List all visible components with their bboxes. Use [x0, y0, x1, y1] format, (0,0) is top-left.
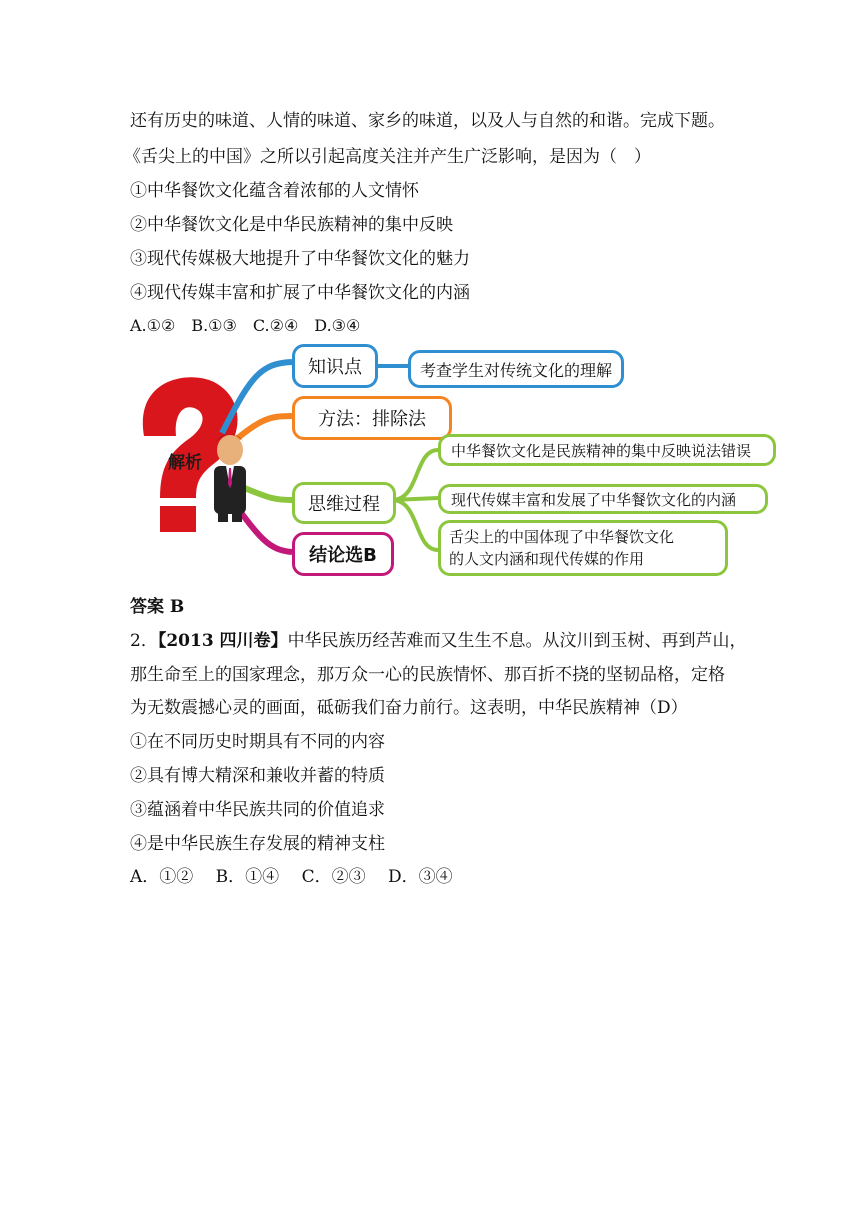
node-thinking-2: [438, 484, 768, 514]
node-thinking-2-label: 现代传媒丰富和发展了中华餐饮文化的内涵: [451, 490, 737, 509]
q1-question: 《舌尖上的中国》之所以引起高度关注并产生广泛影响，是因为（ ）: [124, 147, 651, 167]
node-thinking-3-line-2: 的人文内涵和现代传媒的作用: [449, 550, 645, 568]
node-knowledge: [292, 344, 378, 388]
q1-option-2: ②中华餐饮文化是中华民族精神的集中反映: [130, 215, 453, 235]
q1-option-1: ①中华餐饮文化蕴含着浓郁的人文情怀: [130, 181, 419, 201]
node-thinking: [292, 482, 396, 524]
q2-option-4: ④是中华民族生存发展的精神支柱: [130, 834, 385, 854]
analysis-label: 解析: [168, 453, 202, 473]
node-thinking-1-label: 中华餐饮文化是民族精神的集中反映说法错误: [451, 441, 752, 460]
q2-number: 2．: [130, 631, 158, 651]
branch-thinking-links: [392, 450, 438, 550]
node-conclusion: [292, 532, 394, 576]
q2-option-2: ②具有博大精深和兼收并蓄的特质: [130, 766, 385, 786]
node-thinking-1: [438, 434, 776, 466]
q1-option-4: ④现代传媒丰富和扩展了中华餐饮文化的内涵: [130, 283, 470, 303]
q2-choices: A．①② B．①④ C．②③ D．③④: [130, 867, 453, 887]
cartoon-man-icon: [214, 434, 246, 522]
node-method: [292, 396, 452, 440]
analysis-diagram: [130, 338, 790, 588]
node-knowledge-detail-label: 考查学生对传统文化的理解: [419, 360, 612, 380]
q2-stem-3: 为无数震撼心灵的画面，砥砺我们奋力前行。这表明，中华民族精神（D）: [130, 698, 688, 718]
node-conclusion-label: 结论选B: [309, 545, 377, 566]
q2-stem-2: 那生命至上的国家理念，那万众一心的民族情怀、那百折不挠的坚韧品格，定格: [130, 665, 725, 685]
node-knowledge-label: 知识点: [308, 357, 362, 378]
node-thinking-3-line-1: 舌尖上的中国体现了中华餐饮文化: [449, 528, 675, 546]
answer: 答案 B: [130, 597, 185, 617]
node-thinking-3: [438, 520, 728, 576]
q1-choices: A.①② B.①③ C.②④ D.③④: [130, 316, 361, 335]
q2-option-1: ①在不同历史时期具有不同的内容: [130, 732, 385, 752]
q2-source: 【2013 四川卷】: [157, 631, 288, 651]
node-knowledge-detail: [408, 350, 624, 388]
q1-option-3: ③现代传媒极大地提升了中华餐饮文化的魅力: [130, 249, 470, 269]
q2-stem-1: 中华民族历经苦难而又生生不息。从汶川到玉树、再到芦山，: [287, 631, 747, 651]
q2-option-3: ③蕴涵着中华民族共同的价值追求: [130, 800, 385, 820]
q2-stem-first-line: [130, 630, 747, 652]
q1-line-1: 还有历史的味道、人情的味道、家乡的味道，以及人与自然的和谐。完成下题。: [130, 111, 725, 131]
node-method-label: 方法：排除法: [318, 409, 426, 430]
node-thinking-label: 思维过程: [308, 494, 380, 515]
